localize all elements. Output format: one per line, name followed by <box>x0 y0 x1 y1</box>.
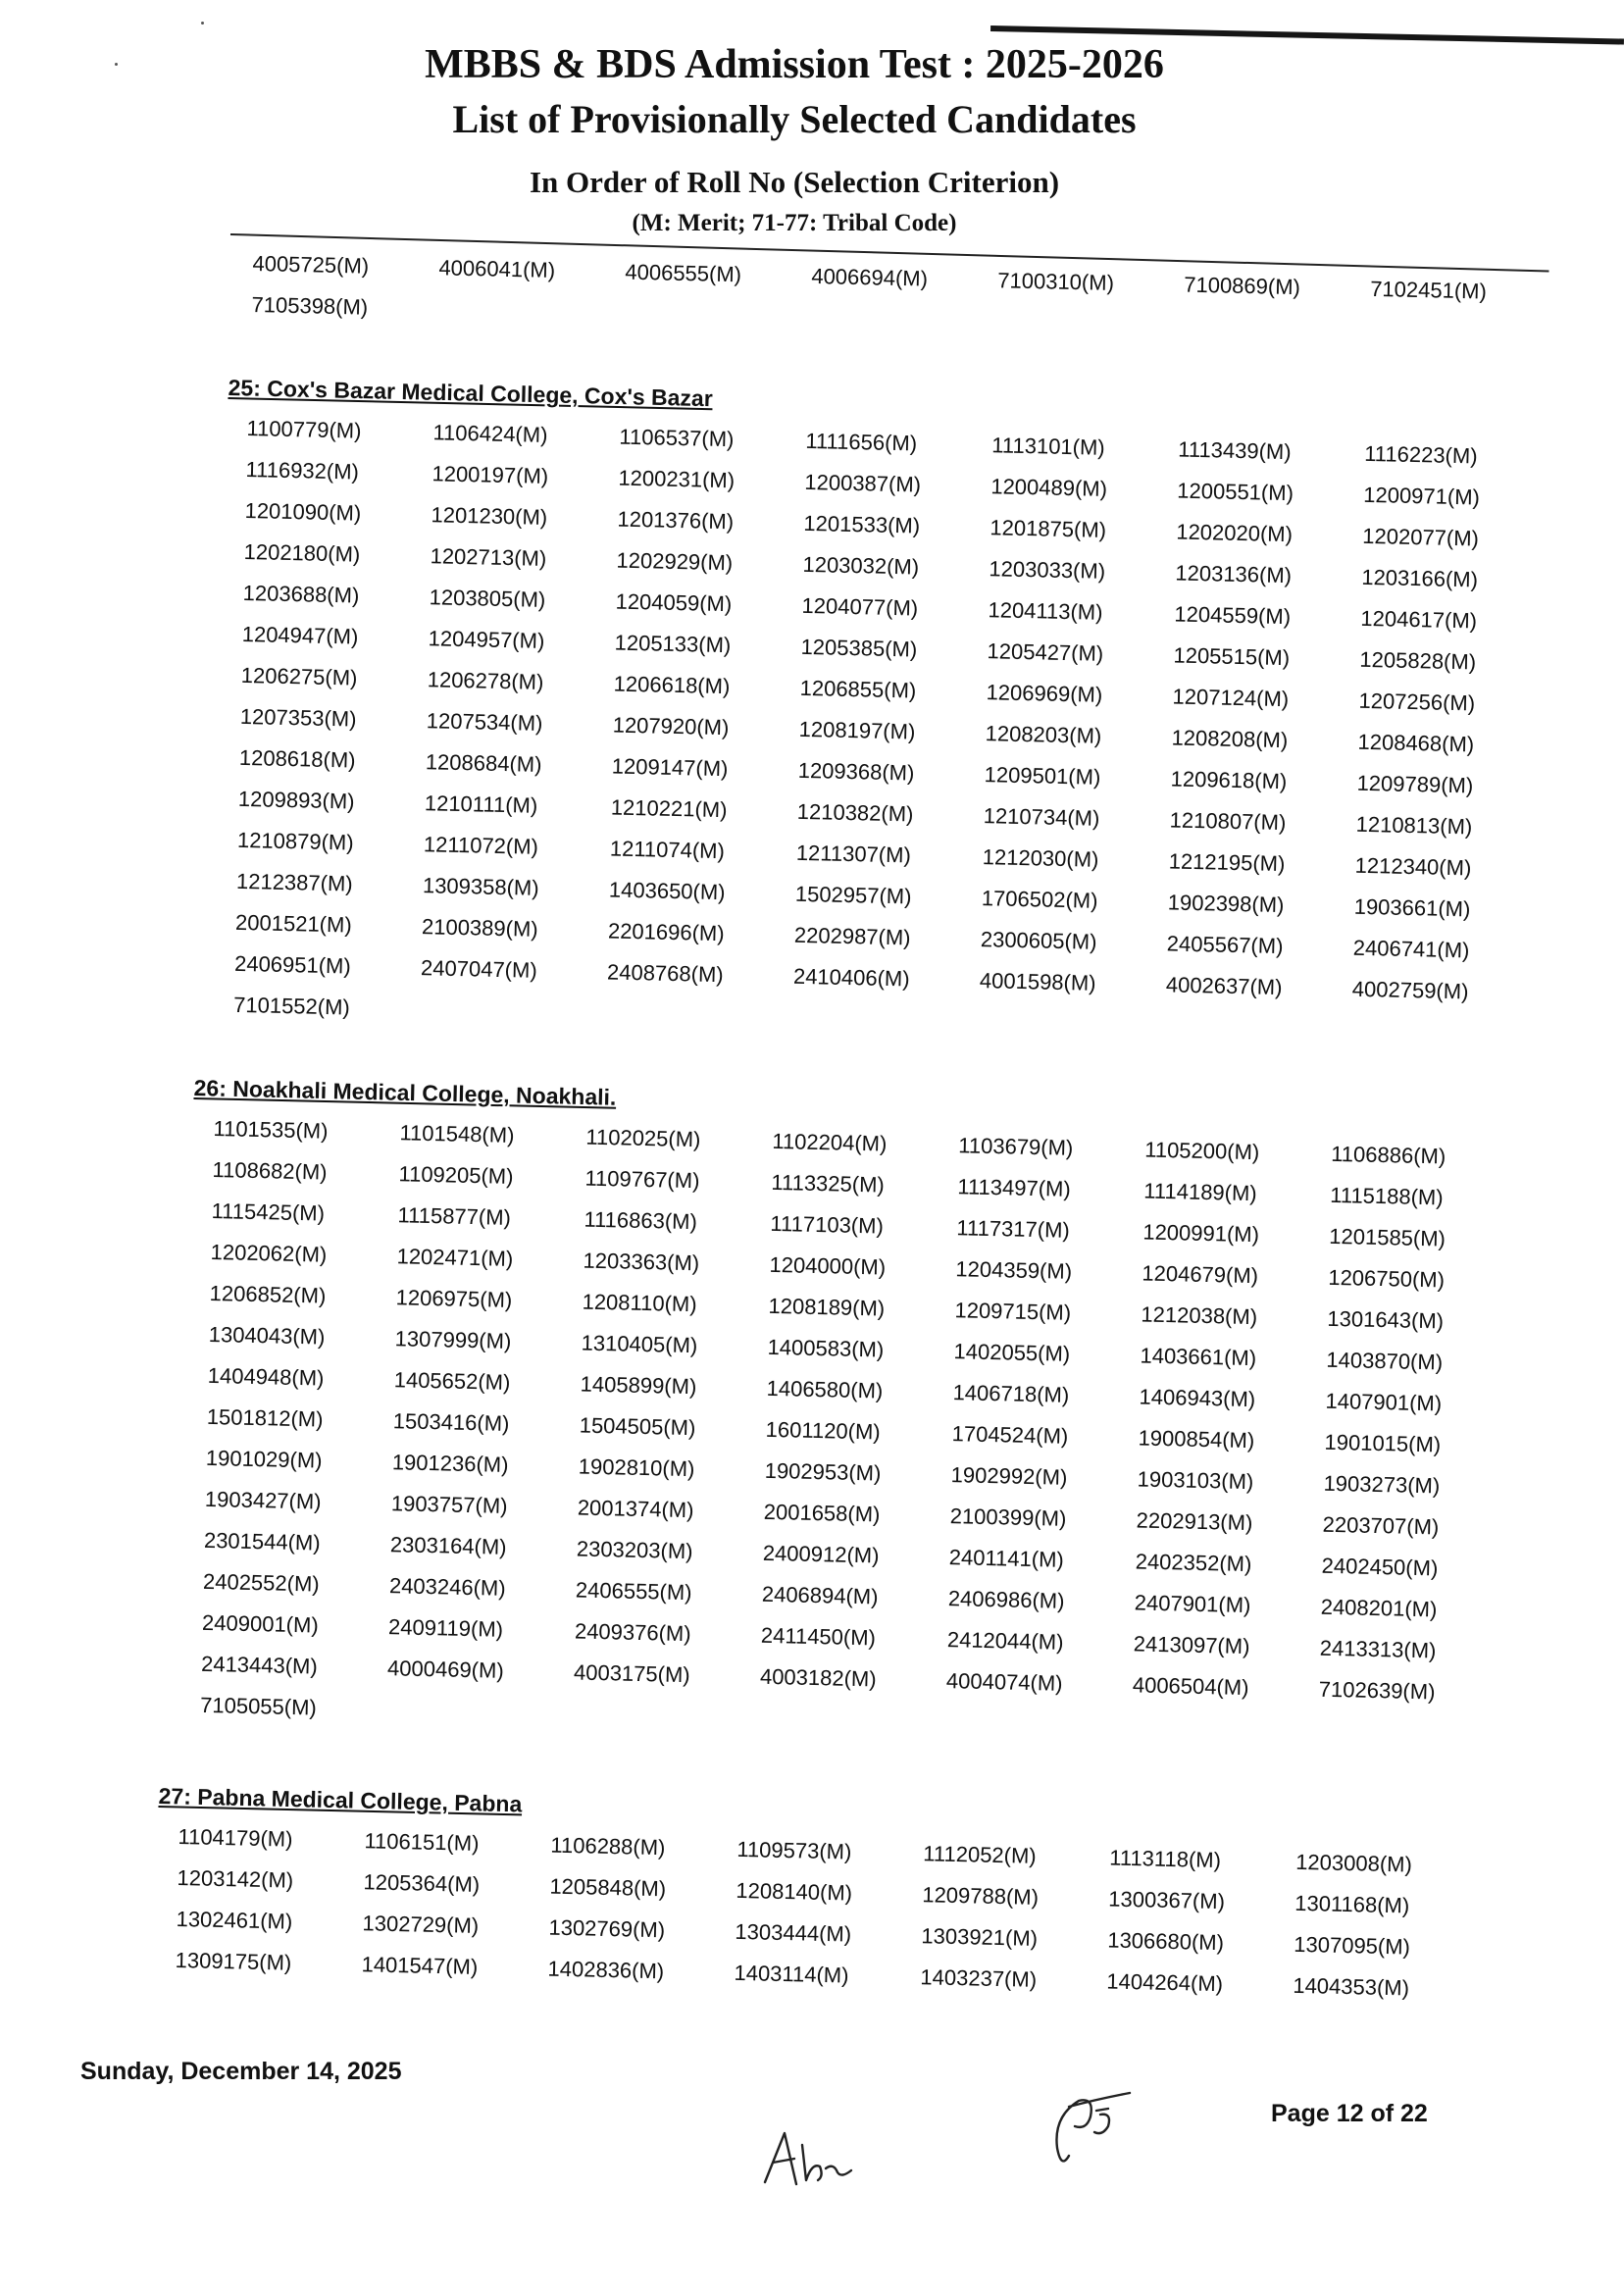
roll-number: 2413097(M) <box>1133 1631 1250 1659</box>
roll-number: 1113118(M) <box>1109 1845 1222 1873</box>
roll-number: 1103679(M) <box>958 1133 1074 1160</box>
roll-number: 2409001(M) <box>201 1609 319 1638</box>
footer-date: Sunday, December 14, 2025 <box>80 2058 402 2085</box>
roll-number: 2407901(M) <box>1134 1590 1251 1618</box>
roll-number: 1101548(M) <box>399 1120 515 1147</box>
roll-number: 1202180(M) <box>243 538 361 567</box>
document-header <box>216 37 1373 241</box>
roll-number: 1302461(M) <box>176 1906 293 1934</box>
roll-number: 1209789(M) <box>1356 770 1474 798</box>
roll-number: 2409376(M) <box>574 1618 691 1647</box>
roll-number: 1403114(M) <box>734 1960 849 1988</box>
roll-number: 1201090(M) <box>244 497 362 526</box>
roll-number: 1207256(M) <box>1358 688 1476 716</box>
roll-number: 1404264(M) <box>1106 1968 1224 1997</box>
roll-number: 1206750(M) <box>1328 1264 1446 1293</box>
roll-number: 1117103(M) <box>770 1210 885 1239</box>
roll-number: 4004074(M) <box>945 1668 1063 1696</box>
roll-number: 1208203(M) <box>985 721 1102 748</box>
roll-number: 7102639(M) <box>1318 1676 1436 1705</box>
roll-number: 1106886(M) <box>1330 1141 1446 1169</box>
roll-number: 1102025(M) <box>585 1124 701 1152</box>
roll-number: 1503416(M) <box>392 1408 510 1436</box>
roll-number: 1209368(M) <box>797 757 915 786</box>
roll-number: 1201533(M) <box>803 510 921 538</box>
roll-number: 1902953(M) <box>764 1457 882 1486</box>
roll-number: 1202020(M) <box>1176 519 1294 547</box>
roll-number: 2412044(M) <box>946 1627 1064 1655</box>
roll-number: 1108682(M) <box>212 1156 328 1185</box>
roll-number: 1113325(M) <box>771 1169 886 1198</box>
roll-number: 2406951(M) <box>233 950 352 979</box>
roll-number: 1309175(M) <box>175 1947 292 1975</box>
roll-number: 1106151(M) <box>364 1828 480 1856</box>
roll-number: 2303164(M) <box>389 1532 507 1559</box>
roll-number: 1309358(M) <box>422 873 539 900</box>
roll-number: 1401547(M) <box>361 1952 479 1979</box>
roll-number: 1101535(M) <box>213 1115 329 1144</box>
roll-number: 1902398(M) <box>1167 890 1285 918</box>
roll-number: 4003175(M) <box>573 1659 690 1688</box>
roll-number: 1113497(M) <box>957 1174 1072 1201</box>
roll-number: 1206855(M) <box>799 675 917 703</box>
roll-number: 2202987(M) <box>793 922 911 950</box>
roll-number: 1212387(M) <box>235 868 353 896</box>
roll-number: 2303203(M) <box>576 1536 693 1564</box>
roll-list-noakhali <box>200 1108 1518 1756</box>
roll-number: 1404948(M) <box>207 1362 325 1391</box>
roll-number: 2406986(M) <box>947 1586 1065 1613</box>
roll-number: 7101552(M) <box>232 992 351 1020</box>
roll-number: 1203032(M) <box>802 551 920 580</box>
roll-number: 1113101(M) <box>991 433 1105 460</box>
roll-number: 7105055(M) <box>199 1692 318 1720</box>
roll-number: 1105200(M) <box>1144 1137 1260 1165</box>
roll-number: 7100310(M) <box>997 268 1115 295</box>
roll-number: 1301168(M) <box>1294 1890 1410 1918</box>
roll-number: 1203142(M) <box>177 1864 294 1893</box>
roll-number: 2405567(M) <box>1166 931 1284 959</box>
roll-number: 1203363(M) <box>583 1248 700 1276</box>
roll-number: 1704524(M) <box>951 1421 1069 1449</box>
order-criterion: In Order of Roll No (Selection Criterion) <box>529 165 1060 199</box>
code-legend: (M: Merit; 71-77: Tribal Code) <box>632 210 957 236</box>
roll-number: 2413313(M) <box>1319 1635 1437 1663</box>
roll-number: 1211072(M) <box>423 832 539 859</box>
roll-number: 1200489(M) <box>990 474 1108 501</box>
roll-number: 1205828(M) <box>1359 646 1477 675</box>
roll-number: 1204059(M) <box>615 588 733 617</box>
roll-number: 1102204(M) <box>772 1128 888 1156</box>
roll-number: 1208208(M) <box>1171 725 1289 753</box>
roll-number: 1201230(M) <box>431 502 548 530</box>
roll-number: 1310405(M) <box>581 1330 698 1358</box>
roll-number: 1403661(M) <box>1140 1343 1257 1371</box>
roll-list-coxs-bazar <box>233 408 1551 1055</box>
roll-number: 2407047(M) <box>420 955 537 983</box>
roll-number: 1901236(M) <box>391 1450 509 1477</box>
roll-number: 1205515(M) <box>1173 642 1291 671</box>
roll-number: 1205848(M) <box>549 1873 667 1902</box>
roll-number: 1116863(M) <box>584 1206 698 1235</box>
roll-number: 2300605(M) <box>980 927 1097 954</box>
roll-number: 2001374(M) <box>577 1495 694 1523</box>
roll-number: 1202077(M) <box>1362 523 1480 551</box>
roll-number: 1405652(M) <box>393 1367 511 1395</box>
roll-number: 1407901(M) <box>1325 1388 1443 1416</box>
roll-number: 1109205(M) <box>398 1161 514 1189</box>
roll-number: 1302769(M) <box>548 1914 666 1943</box>
roll-number: 2001658(M) <box>763 1499 881 1527</box>
roll-number: 1200971(M) <box>1363 482 1481 510</box>
roll-number: 1203805(M) <box>429 585 546 612</box>
roll-number: 1405899(M) <box>580 1371 697 1400</box>
roll-number: 2001521(M) <box>234 909 352 938</box>
roll-number: 4001598(M) <box>979 968 1096 995</box>
page-number: Page 12 of 22 <box>1271 2100 1428 2127</box>
roll-number: 7102451(M) <box>1369 276 1488 304</box>
roll-number: 1200231(M) <box>618 465 736 493</box>
roll-number: 2406894(M) <box>761 1581 879 1609</box>
roll-number: 4006041(M) <box>438 255 556 282</box>
roll-number: 1202713(M) <box>430 543 547 571</box>
roll-number: 1900854(M) <box>1138 1425 1255 1453</box>
roll-number: 2413443(M) <box>200 1651 319 1679</box>
roll-number: 1205133(M) <box>614 630 732 658</box>
roll-number: 1212038(M) <box>1141 1301 1258 1330</box>
roll-number: 7105398(M) <box>251 291 369 320</box>
roll-number: 1106424(M) <box>432 420 548 447</box>
document-title: MBBS & BDS Admission Test : 2025-2026 <box>425 42 1164 87</box>
roll-number: 1300367(M) <box>1108 1886 1226 1914</box>
roll-number: 2403246(M) <box>388 1573 506 1601</box>
roll-number: 1208197(M) <box>798 716 916 744</box>
continued-roll-list <box>251 243 1557 355</box>
roll-number: 4006504(M) <box>1132 1672 1249 1701</box>
roll-number: 1205364(M) <box>363 1869 481 1897</box>
roll-number: 1209893(M) <box>237 786 355 814</box>
section-title-noakhali: 26: Noakhali Medical College, Noakhali. <box>193 1075 617 1110</box>
roll-number: 1106288(M) <box>550 1832 666 1861</box>
roll-number: 2406555(M) <box>575 1577 692 1606</box>
roll-number: 1206275(M) <box>240 662 358 690</box>
roll-number: 1209501(M) <box>984 762 1101 790</box>
roll-number: 1204113(M) <box>988 597 1103 625</box>
roll-number: 2411450(M) <box>760 1622 877 1651</box>
roll-number: 1903427(M) <box>204 1486 322 1514</box>
roll-number: 1902810(M) <box>578 1453 695 1482</box>
roll-number: 1211307(M) <box>795 840 912 868</box>
roll-number: 4000469(M) <box>386 1656 504 1683</box>
roll-number: 1208468(M) <box>1357 729 1475 757</box>
roll-number: 1903661(M) <box>1353 893 1471 922</box>
roll-number: 1902992(M) <box>950 1462 1068 1490</box>
scan-speck <box>115 63 118 66</box>
roll-number: 1204559(M) <box>1174 601 1292 630</box>
roll-number: 1205427(M) <box>987 638 1104 666</box>
roll-number: 1200551(M) <box>1177 478 1294 506</box>
roll-number: 1903757(M) <box>390 1491 508 1518</box>
roll-number: 1208618(M) <box>238 744 356 773</box>
roll-number: 1204947(M) <box>241 621 359 649</box>
roll-number: 2202913(M) <box>1136 1507 1253 1536</box>
roll-number: 1200991(M) <box>1142 1219 1260 1248</box>
roll-number: 1206852(M) <box>209 1280 327 1308</box>
roll-number: 1113439(M) <box>1178 436 1292 465</box>
roll-number: 1202062(M) <box>210 1239 328 1267</box>
section-title-coxs-bazar: 25: Cox's Bazar Medical College, Cox's Bazar <box>228 375 713 412</box>
roll-number: 1109767(M) <box>584 1165 700 1194</box>
roll-number: 2100389(M) <box>421 914 538 942</box>
roll-number: 1402836(M) <box>547 1956 665 1984</box>
roll-number: 1301643(M) <box>1327 1305 1445 1334</box>
roll-number: 1307095(M) <box>1294 1931 1411 1960</box>
roll-number: 1210879(M) <box>236 827 354 855</box>
roll-number: 2402450(M) <box>1321 1553 1439 1581</box>
section-title-pabna: 27: Pabna Medical College, Pabna <box>158 1783 523 1817</box>
roll-number: 1307999(M) <box>394 1326 512 1353</box>
roll-number: 1404353(M) <box>1293 1972 1410 2001</box>
document-subtitle: List of Provisionally Selected Candidates <box>452 97 1137 141</box>
roll-number: 1206969(M) <box>986 680 1103 707</box>
roll-number: 2100399(M) <box>949 1504 1067 1531</box>
roll-number: 1202471(M) <box>396 1244 514 1271</box>
roll-number: 1209715(M) <box>954 1298 1072 1325</box>
roll-number: 1406580(M) <box>766 1375 884 1403</box>
roll-number: 1209788(M) <box>922 1882 1040 1910</box>
roll-number: 1201875(M) <box>990 515 1107 542</box>
roll-number: 1402055(M) <box>953 1339 1071 1366</box>
roll-number: 1111656(M) <box>805 428 918 456</box>
roll-number: 1203033(M) <box>989 556 1106 584</box>
roll-number: 1212030(M) <box>982 844 1099 872</box>
roll-number: 2201696(M) <box>607 918 725 946</box>
roll-number: 1207534(M) <box>426 708 543 736</box>
roll-number: 1117317(M) <box>956 1215 1071 1243</box>
roll-number: 1208110(M) <box>582 1289 697 1317</box>
roll-number: 1400583(M) <box>767 1334 885 1362</box>
roll-number: 1100779(M) <box>246 415 362 443</box>
roll-number: 1207920(M) <box>612 712 730 740</box>
roll-number: 2301544(M) <box>203 1527 321 1555</box>
roll-number: 1501812(M) <box>206 1403 324 1432</box>
roll-number: 1206975(M) <box>395 1285 513 1312</box>
roll-number: 1210221(M) <box>610 794 728 823</box>
roll-number: 1204957(M) <box>428 626 545 653</box>
roll-number: 4005725(M) <box>252 250 370 279</box>
roll-number: 1115188(M) <box>1330 1182 1444 1210</box>
roll-number: 1201585(M) <box>1329 1223 1446 1251</box>
roll-number: 1210813(M) <box>1355 811 1473 840</box>
roll-number: 1403870(M) <box>1326 1347 1444 1375</box>
roll-number: 1115425(M) <box>211 1198 326 1226</box>
roll-list-pabna <box>175 1816 1482 2011</box>
roll-number: 4003182(M) <box>759 1663 877 1692</box>
roll-number: 2401141(M) <box>948 1545 1065 1572</box>
roll-number: 2406741(M) <box>1352 935 1470 963</box>
roll-number: 1202929(M) <box>616 547 734 576</box>
roll-number: 1208140(M) <box>736 1877 853 1906</box>
roll-number: 1209147(M) <box>611 753 729 782</box>
roll-number: 1204617(M) <box>1360 605 1478 634</box>
roll-number: 2400912(M) <box>762 1540 880 1568</box>
roll-number: 1206278(M) <box>427 667 544 694</box>
roll-number: 1406943(M) <box>1139 1384 1256 1412</box>
roll-number: 7100869(M) <box>1184 272 1301 300</box>
roll-number: 1203688(M) <box>242 580 360 608</box>
roll-number: 2409119(M) <box>387 1614 504 1642</box>
roll-number: 1302729(M) <box>362 1911 480 1938</box>
roll-number: 1903103(M) <box>1137 1466 1254 1495</box>
roll-number: 1504505(M) <box>579 1412 696 1441</box>
roll-number: 1212195(M) <box>1168 848 1286 877</box>
roll-number: 1200387(M) <box>804 469 922 497</box>
roll-number: 1208189(M) <box>768 1293 886 1321</box>
roll-number: 1406718(M) <box>952 1380 1070 1407</box>
roll-number: 1205385(M) <box>800 634 918 662</box>
roll-number: 2408201(M) <box>1320 1594 1438 1622</box>
roll-number: 1304043(M) <box>208 1321 326 1350</box>
roll-number: 1204679(M) <box>1142 1260 1259 1289</box>
roll-number: 1116932(M) <box>245 456 360 484</box>
roll-number: 2402552(M) <box>202 1568 320 1597</box>
roll-number: 4002759(M) <box>1351 976 1469 1004</box>
roll-number: 2408768(M) <box>606 959 724 988</box>
roll-number: 1210734(M) <box>983 803 1100 831</box>
roll-number: 1303444(M) <box>735 1918 852 1947</box>
roll-number: 1200197(M) <box>431 461 549 488</box>
scan-speck <box>201 22 204 25</box>
roll-number: 1109573(M) <box>736 1836 852 1864</box>
roll-number: 1204000(M) <box>769 1251 887 1280</box>
roll-number: 1203008(M) <box>1294 1849 1413 1877</box>
roll-number: 1210111(M) <box>424 790 538 818</box>
roll-number: 2402352(M) <box>1135 1549 1252 1577</box>
roll-number: 1306680(M) <box>1107 1927 1225 1956</box>
signature-left <box>755 2123 863 2202</box>
roll-number: 1903273(M) <box>1323 1470 1441 1499</box>
roll-number: 1403650(M) <box>608 877 726 905</box>
roll-number: 1601120(M) <box>765 1416 881 1445</box>
roll-number: 4002637(M) <box>1165 972 1283 1000</box>
roll-number: 1203136(M) <box>1175 560 1293 588</box>
roll-number: 1212340(M) <box>1354 852 1472 881</box>
roll-number: 1112052(M) <box>923 1841 1037 1868</box>
roll-number: 1403237(M) <box>920 1964 1038 1992</box>
roll-number: 1303921(M) <box>921 1923 1039 1951</box>
roll-number: 1901029(M) <box>205 1445 323 1473</box>
roll-number: 1114189(M) <box>1143 1178 1257 1206</box>
roll-number: 2410406(M) <box>792 963 910 992</box>
roll-number: 1115877(M) <box>397 1202 512 1230</box>
roll-number: 1207124(M) <box>1172 684 1290 712</box>
roll-number: 1206618(M) <box>613 671 731 699</box>
roll-number: 1204359(M) <box>955 1256 1073 1284</box>
roll-number: 1208684(M) <box>425 749 542 777</box>
signature-right <box>1040 2087 1157 2185</box>
roll-number: 1204077(M) <box>801 592 919 621</box>
roll-number: 1209618(M) <box>1170 766 1288 794</box>
roll-number: 1210382(M) <box>796 798 914 827</box>
roll-number: 1203166(M) <box>1361 564 1479 592</box>
roll-number: 1104179(M) <box>178 1823 293 1852</box>
roll-number: 1210807(M) <box>1169 807 1287 836</box>
roll-number: 1211074(M) <box>609 836 726 864</box>
roll-number: 1201376(M) <box>617 506 735 535</box>
roll-number: 1706502(M) <box>981 886 1098 913</box>
roll-number: 1207353(M) <box>239 703 357 732</box>
roll-number: 1106537(M) <box>619 424 735 452</box>
roll-number: 2203707(M) <box>1322 1511 1440 1540</box>
roll-number: 4006694(M) <box>811 263 929 291</box>
roll-number: 1901015(M) <box>1324 1429 1442 1457</box>
roll-number: 1116223(M) <box>1363 440 1478 469</box>
roll-number: 1502957(M) <box>794 881 912 909</box>
roll-number: 4006555(M) <box>625 259 742 287</box>
